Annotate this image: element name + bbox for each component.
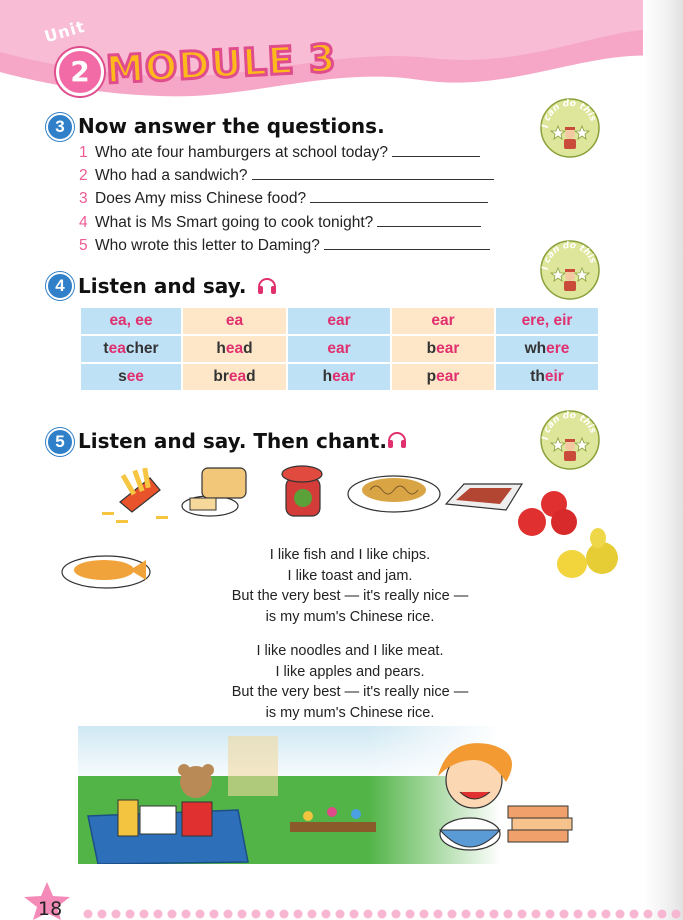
noodles-icon [346, 464, 442, 516]
pears-icon [552, 524, 624, 582]
answer-line-4[interactable] [377, 225, 481, 227]
table-row [81, 364, 598, 390]
answer-line-2[interactable] [252, 178, 494, 180]
headphones-icon[interactable] [256, 274, 278, 296]
question-2: 2 Who had a sandwich? [79, 167, 494, 185]
table-cell: bear [392, 336, 494, 362]
question-5: 5 Who wrote this letter to Daming? [79, 237, 490, 255]
toast-icon [180, 462, 252, 526]
chant-line: But the very best — it's really nice — [231, 588, 469, 604]
table-cell: pear [392, 364, 494, 390]
chant-line: I like toast and jam. [287, 567, 413, 584]
can-do-badge-icon [540, 240, 600, 300]
table-header-cell: ea, ee [81, 308, 181, 334]
chant-line: is my mum's Chinese rice. [265, 608, 435, 625]
can-do-badge-icon [540, 98, 600, 158]
can-do-badge-icon [540, 410, 600, 470]
question-3: 3 Does Amy miss Chinese food? [79, 190, 488, 208]
chant-line: I like noodles and I like meat. [256, 643, 444, 659]
page-number: 18 [38, 898, 63, 920]
sounds-table [79, 306, 600, 392]
table-cell: see [81, 364, 181, 390]
headphones-icon[interactable] [386, 428, 408, 450]
table-header-cell: ear [392, 308, 494, 334]
table-cell: ear [288, 336, 390, 362]
decorative-dot-border [82, 907, 682, 920]
chant-line: is my mum's Chinese rice. [265, 704, 435, 721]
table-cell: hear [288, 364, 390, 390]
unit-number: 2 [56, 48, 104, 96]
question-4: 4 What is Ms Smart going to cook tonight? [79, 214, 481, 232]
section-5-number: 5 [46, 428, 74, 456]
page-curl-shadow [643, 0, 683, 920]
table-row [81, 336, 598, 362]
answer-line-5[interactable] [324, 248, 490, 250]
unit-label: Unit [42, 16, 88, 47]
chant-line: I like apples and pears. [275, 663, 425, 680]
section-4-title: Listen and say. [78, 274, 247, 298]
table-cell: head [183, 336, 286, 362]
section-4-number: 4 [46, 272, 74, 300]
table-cell: where [496, 336, 598, 362]
chant-verse-2 [190, 641, 510, 723]
table-cell: their [496, 364, 598, 390]
table-cell: teacher [81, 336, 181, 362]
answer-line-3[interactable] [310, 201, 488, 203]
module-title: MODULE 3 [105, 36, 338, 92]
chant-verse-1 [190, 545, 510, 627]
table-header-cell: ear [288, 308, 390, 334]
question-1: 1 Who ate four hamburgers at school today? [79, 144, 480, 162]
table-header-cell: ere, eir [496, 308, 598, 334]
chant-line: I like fish and I like chips. [269, 547, 431, 563]
section-3-number: 3 [46, 113, 74, 141]
badge-text: I can do this [540, 240, 598, 271]
header-banner [0, 0, 683, 110]
section-3-title: Now answer the questions. [78, 114, 385, 138]
meat-icon [444, 470, 524, 514]
jam-jar-icon [270, 460, 336, 522]
child-eating-rice-illustration [78, 726, 606, 864]
table-header-cell: ea [183, 308, 286, 334]
answer-line-1[interactable] [392, 155, 480, 157]
chips-icon [96, 460, 180, 530]
badge-text: I can do this [540, 410, 598, 441]
chant-line: But the very best — it's really nice — [231, 684, 469, 700]
table-header-row [81, 308, 598, 334]
badge-text: I can do this [540, 98, 598, 129]
fish-icon [60, 540, 156, 592]
table-cell: bread [183, 364, 286, 390]
section-5-title: Listen and say. Then chant. [78, 429, 388, 453]
